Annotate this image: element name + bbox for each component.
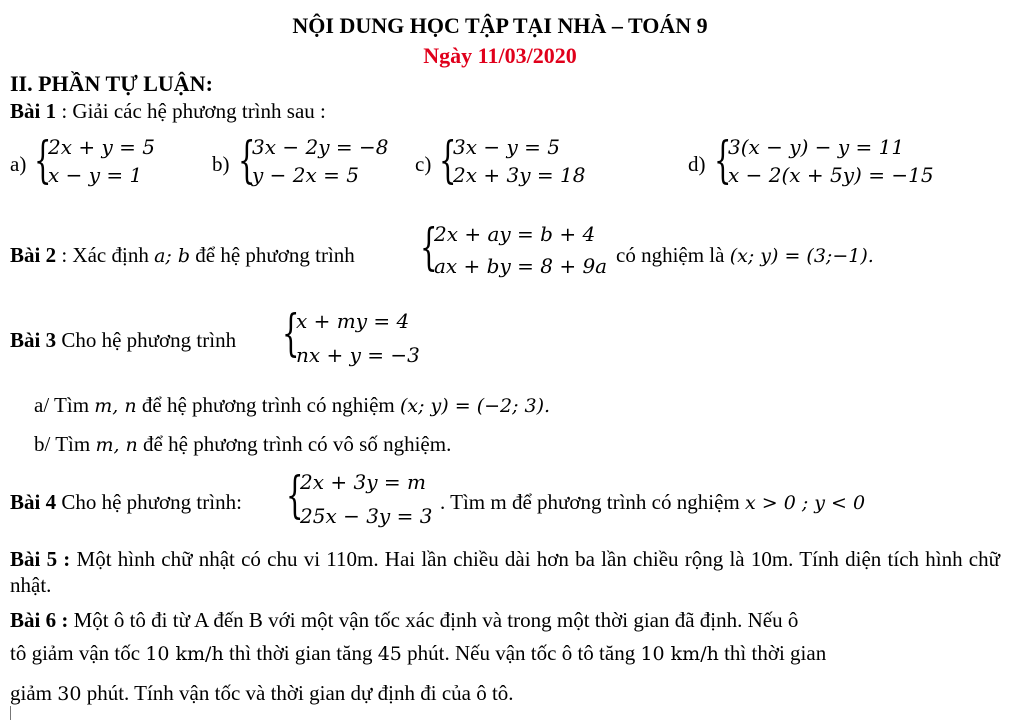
bai3-a-text2: để hệ phương trình có nghiệm xyxy=(136,393,400,417)
bai2-eq1: 2x + ay = b + 4 xyxy=(434,222,596,246)
bai1-c-eq2: 2x + 3y = 18 xyxy=(453,163,586,187)
bai6-line1 xyxy=(10,607,798,633)
bai5-paragraph xyxy=(10,546,1000,599)
bai3-label: Bài 3 xyxy=(10,328,57,352)
brace-icon: { xyxy=(238,131,256,189)
bai6-speed2: 10 km/h xyxy=(640,643,719,665)
bai1-d-eq1: 3(x − y) − y = 11 xyxy=(728,135,905,159)
text-cursor xyxy=(10,706,11,720)
bai4-eq1: 2x + 3y = m xyxy=(300,470,426,494)
bai6-line2d: thì thời gian xyxy=(718,641,827,665)
bai1-b-label: b) xyxy=(212,152,230,176)
brace-icon: { xyxy=(286,466,304,524)
bai3-a-vars: m, n xyxy=(94,395,137,417)
brace-icon: { xyxy=(282,304,300,362)
bai4-condition: x > 0 ; y < 0 xyxy=(744,492,866,514)
bai3-b-text2: để hệ phương trình có vô số nghiệm. xyxy=(137,432,452,456)
bai1-b-eq1: 3x − 2y = −8 xyxy=(252,135,389,159)
bai2-solution: (x; y) = (3;−1). xyxy=(729,245,874,267)
bai3-intro xyxy=(10,327,236,353)
bai4-condition-line xyxy=(440,489,865,516)
bai4-intro xyxy=(10,489,242,515)
bai5-text: Một hình chữ nhật có chu vi 110m. Hai lần chiều dài hơn ba lần chiều rộng là 10m. Tính diện tích hình chữ nhật. xyxy=(10,547,1001,598)
bai3-part-a xyxy=(34,392,550,419)
document-date: Ngày 11/03/2020 xyxy=(423,43,577,68)
bai1-b-eq2: y − 2x = 5 xyxy=(252,163,359,187)
bai6-line3 xyxy=(10,680,514,707)
bai1-a-eq1: 2x + y = 5 xyxy=(48,135,155,159)
bai6-min45: 45 xyxy=(377,643,402,665)
bai2-text2: để hệ phương trình xyxy=(190,243,355,267)
bai2-vars: a; b xyxy=(154,245,191,267)
bai4-eq2: 25x − 3y = 3 xyxy=(300,504,433,528)
bai2-solution-line xyxy=(616,242,874,269)
bai3-a-text1: a/ Tìm xyxy=(34,393,95,417)
bai3-part-b xyxy=(34,431,451,458)
bai2-text1: : Xác định xyxy=(56,243,155,267)
bai1-a-eq2: x − y = 1 xyxy=(48,163,143,187)
bai6-line3b: phút. Tính vận tốc và thời gian dự định đi của ô tô. xyxy=(81,681,514,705)
bai2-label: Bài 2 xyxy=(10,243,57,267)
bai1-d-label: d) xyxy=(688,152,706,176)
bai3-a-solution: (x; y) = (−2; 3). xyxy=(399,395,551,417)
bai6-speed1: 10 km/h xyxy=(145,643,224,665)
bai2-intro xyxy=(10,242,355,269)
bai6-line3a: giảm xyxy=(10,681,58,705)
bai3-b-vars: m, n xyxy=(95,434,138,456)
bai6-min30: 30 xyxy=(57,683,82,705)
bai1-c-eq1: 3x − y = 5 xyxy=(453,135,560,159)
bai5-label: Bài 5 : xyxy=(10,547,71,571)
brace-icon: { xyxy=(439,131,457,189)
bai6-line2a: tô giảm vận tốc xyxy=(10,641,146,665)
bai3-b-text1: b/ Tìm xyxy=(34,432,96,456)
bai4-label: Bài 4 xyxy=(10,490,57,514)
bai3-text: Cho hệ phương trình xyxy=(56,328,237,352)
bai6-line2 xyxy=(10,640,826,667)
bai6-line2c: phút. Nếu vận tốc ô tô tăng xyxy=(401,641,641,665)
bai1-label: Bài 1 xyxy=(10,99,57,123)
bai1-text: : Giải các hệ phương trình sau : xyxy=(56,99,326,123)
bai2-eq2: ax + by = 8 + 9a xyxy=(434,254,608,278)
document-title: NỘI DUNG HỌC TẬP TẠI NHÀ – TOÁN 9 xyxy=(292,13,708,38)
brace-icon: { xyxy=(420,218,438,276)
bai1-a-label: a) xyxy=(10,152,27,176)
bai2-text3: có nghiệm là xyxy=(616,243,730,267)
bai3-eq1: x + my = 4 xyxy=(296,309,410,333)
section-heading: II. PHẦN TỰ LUẬN: xyxy=(10,71,213,96)
bai4-text1: Cho hệ phương trình: xyxy=(56,490,242,514)
bai1-c-label: c) xyxy=(415,152,432,176)
bai4-text2: . Tìm m để phương trình có nghiệm xyxy=(440,490,745,514)
bai1-d-eq2: x − 2(x + 5y) = −15 xyxy=(728,163,934,187)
brace-icon: { xyxy=(34,131,52,189)
bai6-line2b: thì thời gian tăng xyxy=(223,641,378,665)
brace-icon: { xyxy=(714,131,732,189)
bai6-label: Bài 6 : xyxy=(10,608,69,632)
bai6-line1-text: Một ô tô đi từ A đến B với một vận tốc xác định và trong một thời gian đã định. Nếu ô xyxy=(68,608,799,632)
bai1-heading xyxy=(10,98,326,124)
bai3-eq2: nx + y = −3 xyxy=(296,343,420,367)
